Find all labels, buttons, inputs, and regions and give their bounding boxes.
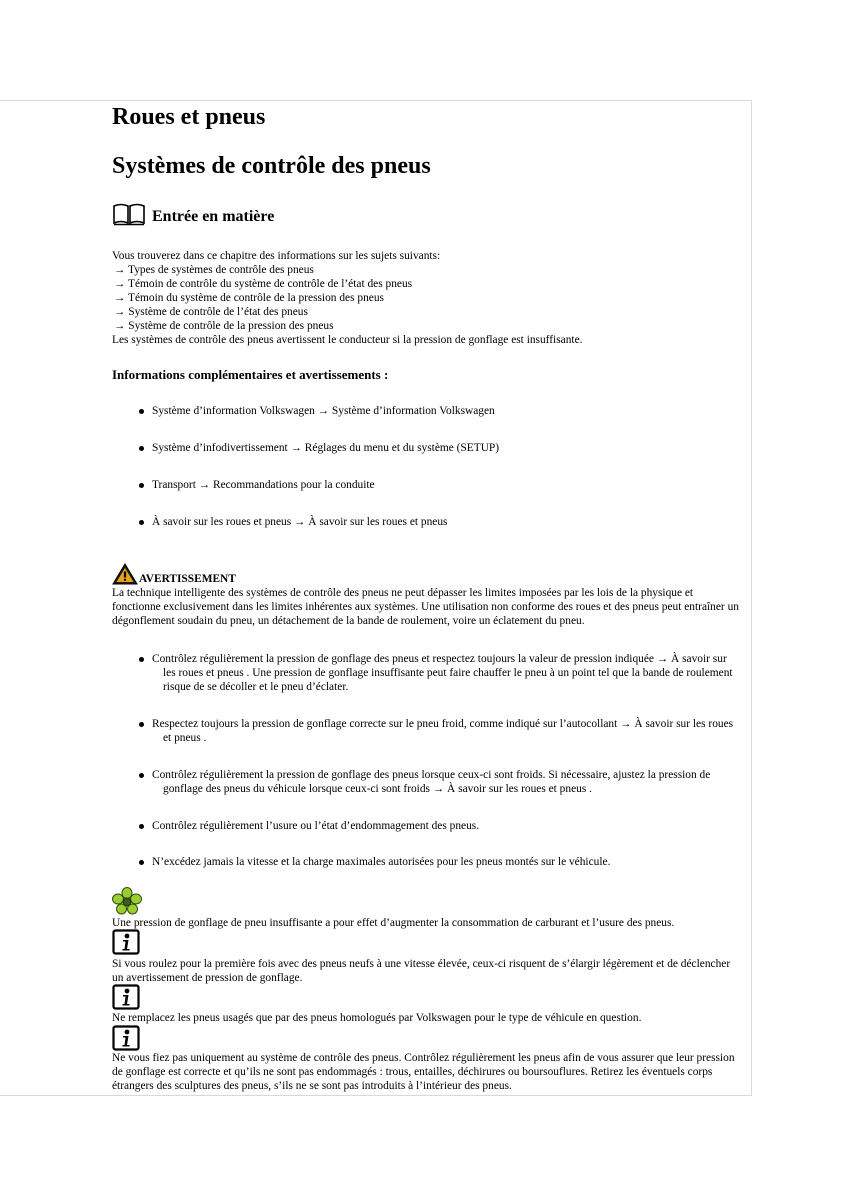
list-item[interactable]: Système d’information Volkswagen → Système d’information Volkswagen <box>112 404 740 418</box>
info-icon <box>112 1025 140 1051</box>
intro-heading <box>112 202 274 226</box>
list-item[interactable]: À savoir sur les roues et pneus → À savoir sur les roues et pneus <box>112 515 740 529</box>
book-icon <box>112 202 146 226</box>
list-item[interactable]: Transport → Recommandations pour la conduite <box>112 478 740 492</box>
page-title: Roues et pneus <box>112 104 266 130</box>
flower-icon <box>112 887 142 915</box>
bullet-icon <box>139 409 144 414</box>
warning-triangle-icon <box>112 563 138 585</box>
list-item: Respectez toujours la pression de gonflage correcte sur le pneu froid, comme indiqué sur l’autocollant → À savoir sur les roues et pneus . <box>112 717 740 745</box>
info-note-2: Ne remplacez les pneus usagés que par des pneus homologués par Volkswagen pour le type de véhicule en question. <box>112 1012 642 1024</box>
intro-link-5[interactable]: → Système de contrôle de la pression des pneus <box>114 320 334 332</box>
list-item: Contrôlez régulièrement la pression de gonflage des pneus et respectez toujours la valeur de pression indiquée → À savoir sur les roues et pneus . Une pression de gonflage insuffisante peut faire chauffer le pneu à un point tel que la bande de roulement risque de se décoller et le pneu d’éclater. <box>112 652 740 694</box>
list-item: Contrôlez régulièrement la pression de gonflage des pneus lorsque ceux-ci sont froids. Si nécessaire, ajustez la pression de gonflage des pneus du véhicule lorsque ceux-ci sont froids → À savoir sur les roues et pneus . <box>112 768 740 796</box>
info-note-3: Ne vous fiez pas uniquement au système de contrôle des pneus. Contrôlez régulièrement les pneus afin de vous assurer que leur pression de gonflage est correcte et qu’ils ne sont pas endommagés : trous, entailles, déchirures ou boursouflures. Retirez les éventuels corps étrangers des sculptures des pneus, s’ils ne se sont pas introduits à l’intérieur des pneus. <box>112 1052 735 1092</box>
bullet-icon <box>139 520 144 525</box>
additional-info-heading: Informations complémentaires et avertissements : <box>112 367 389 382</box>
list-item[interactable]: Système d’infodivertissement → Réglages du menu et du système (SETUP) <box>112 441 740 455</box>
intro-heading-label: Entrée en matière <box>152 208 275 225</box>
intro-link-2[interactable]: → Témoin de contrôle du système de contrôle de l’état des pneus <box>114 278 413 290</box>
environment-note: Une pression de gonflage de pneu insuffisante a pour effet d’augmenter la consommation de carburant et l’usure des pneus. <box>112 917 675 929</box>
intro-block <box>112 249 740 347</box>
info-icon <box>112 929 140 955</box>
bullet-icon <box>139 657 144 662</box>
bullet-icon <box>139 722 144 727</box>
bullet-icon <box>139 824 144 829</box>
bullet-icon <box>139 446 144 451</box>
intro-summary: Les systèmes de contrôle des pneus avertissent le conducteur si la pression de gonflage est insuffisante. <box>112 334 583 346</box>
list-item: Contrôlez régulièrement l’usure ou l’état d’endommagement des pneus. <box>112 819 740 833</box>
intro-lead: Vous trouverez dans ce chapitre des informations sur les sujets suivants: <box>112 250 441 262</box>
page-frame-bottom <box>0 1095 752 1096</box>
info-icon <box>112 984 140 1010</box>
bullet-icon <box>139 773 144 778</box>
warning-label: AVERTISSEMENT <box>139 573 236 585</box>
list-item: N’excédez jamais la vitesse et la charge maximales autorisées pour les pneus montés sur le véhicule. <box>112 855 740 869</box>
warning-heading <box>112 563 236 585</box>
section-title: Systèmes de contrôle des pneus <box>112 153 431 179</box>
info-note-1: Si vous roulez pour la première fois avec des pneus neufs à une vitesse élevée, ceux-ci risquent de s’élargir légèrement et de déclencher un avertissement de pression de gonflage. <box>112 958 731 984</box>
intro-link-1[interactable]: → Types de systèmes de contrôle des pneus <box>114 264 314 276</box>
bullet-icon <box>139 860 144 865</box>
intro-link-3[interactable]: → Témoin du système de contrôle de la pression des pneus <box>114 292 384 304</box>
page-frame-top <box>0 100 752 101</box>
bullet-icon <box>139 483 144 488</box>
warning-text: La technique intelligente des systèmes de contrôle des pneus ne peut dépasser les limites imposées par les lois de la physique et fonctionne exclusivement dans les limites inhérentes aux systèmes. Une utilisation non conforme des roues et des pneus peut entraîner un dégonflement soudain du pneu, un détachement de la bande de roulement, voire un éclatement du pneu. <box>112 587 739 627</box>
page-frame-right <box>751 100 752 1096</box>
intro-link-4[interactable]: → Système de contrôle de l’état des pneus <box>114 306 308 318</box>
